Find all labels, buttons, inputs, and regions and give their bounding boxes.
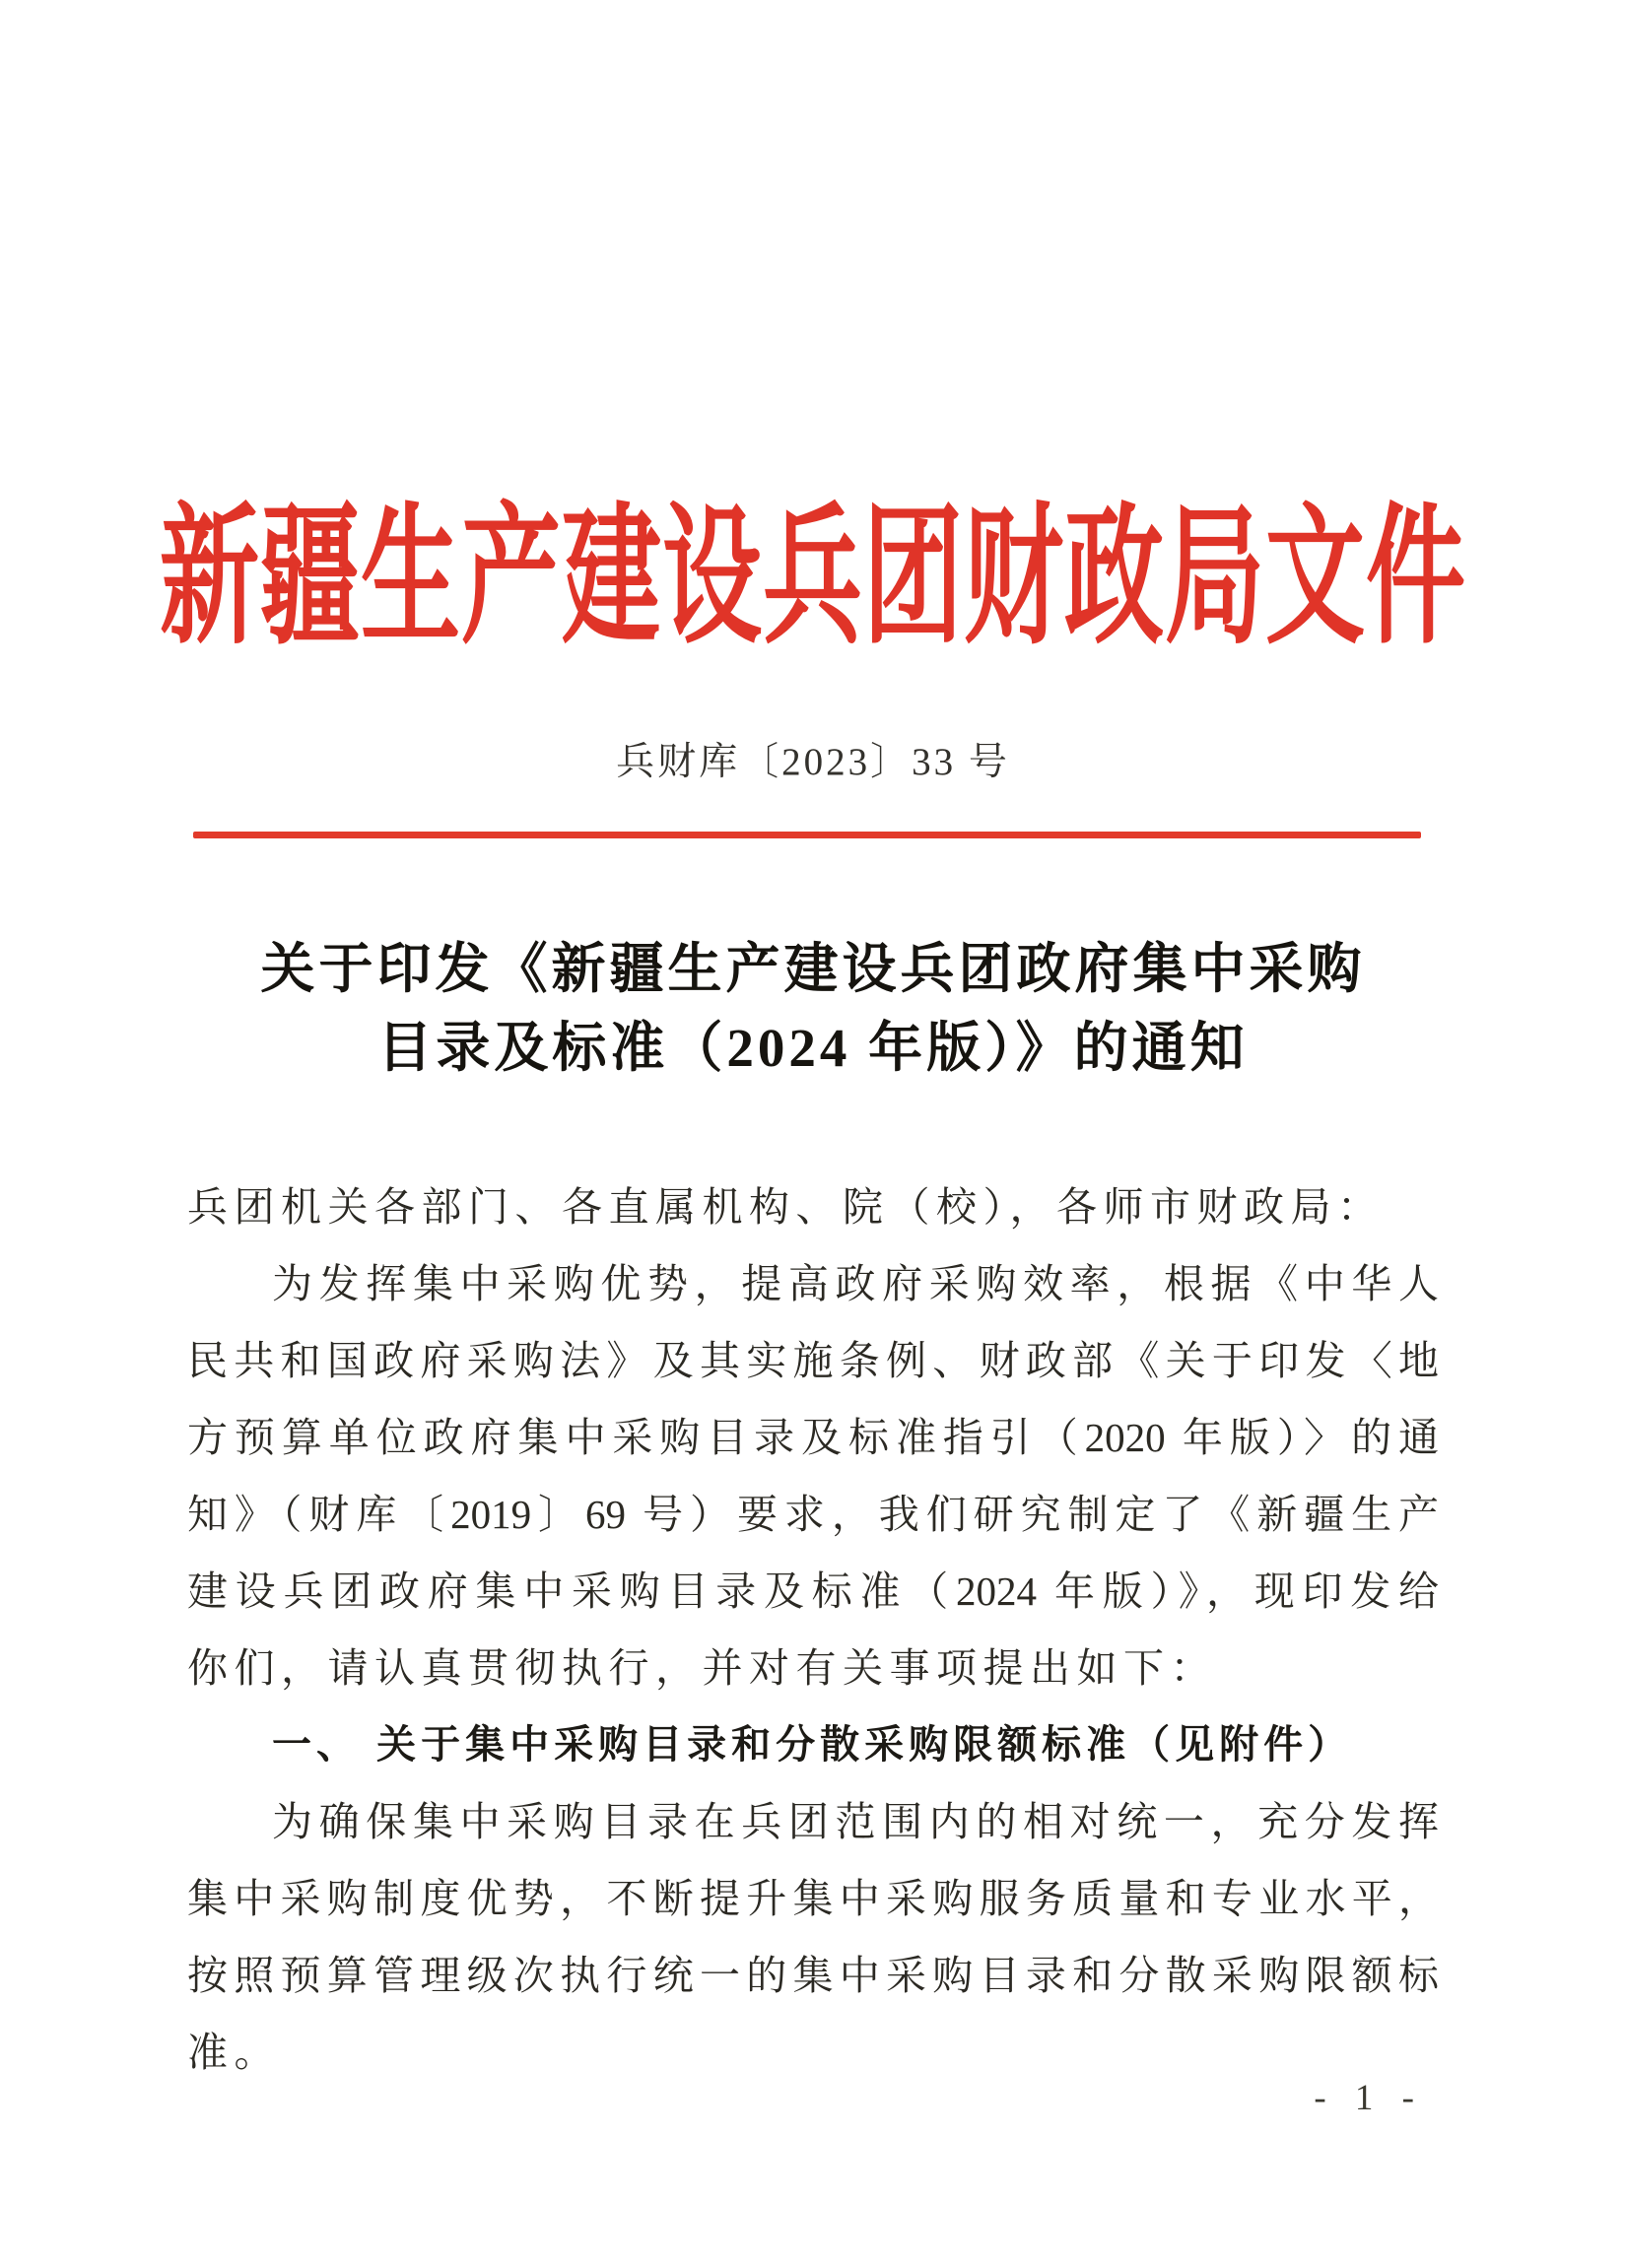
paragraph1-line: 你们，请认真贯彻执行，并对有关事项提出如下： <box>187 1645 1217 1691</box>
paragraph1-line: 民共和国政府采购法》及其实施条例、财政部《关于印发〈地 <box>187 1338 1439 1383</box>
paragraph1-line: 建设兵团政府集中采购目录及标准（2024 年版）》，现印发给 <box>187 1568 1439 1614</box>
paragraph1-line: 知》（财库〔2019〕69 号）要求，我们研究制定了《新疆生产 <box>187 1492 1439 1537</box>
document-body <box>187 1168 1439 2091</box>
notice-title-line-1: 关于印发《新疆生产建设兵团政府集中采购 <box>260 939 1366 999</box>
paragraph2-line: 按照预算管理级次执行统一的集中采购目录和分散采购限额标 <box>187 1953 1439 1998</box>
paragraph1-line: 方预算单位政府集中采购目录及标准指引（2020 年版）〉的通 <box>187 1415 1439 1460</box>
paragraph1-line: 为发挥集中采购优势，提高政府采购效率，根据《中华人 <box>272 1261 1439 1306</box>
red-divider-rule <box>193 832 1421 838</box>
page-number: - 1 - <box>1314 2078 1424 2118</box>
notice-title-line-2: 目录及标准（2024 年版）》的通知 <box>377 1018 1249 1078</box>
red-masthead-title: 新疆生产建设兵团财政局文件 <box>159 494 1466 662</box>
notice-title <box>0 930 1626 1088</box>
document-number: 兵财库〔2023〕33 号 <box>616 741 1010 783</box>
paragraph2-line: 为确保集中采购目录在兵团范围内的相对统一，充分发挥 <box>272 1799 1439 1844</box>
paragraph2-line: 集中采购制度优势，不断提升集中采购服务质量和专业水平， <box>187 1876 1439 1921</box>
section-heading-1: 一、 关于集中采购目录和分散采购限额标准（见附件） <box>272 1723 1353 1767</box>
salutation-line: 兵团机关各部门、各直属机构、院（校），各师市财政局： <box>187 1184 1385 1230</box>
paragraph2-line: 准。 <box>187 2030 281 2075</box>
